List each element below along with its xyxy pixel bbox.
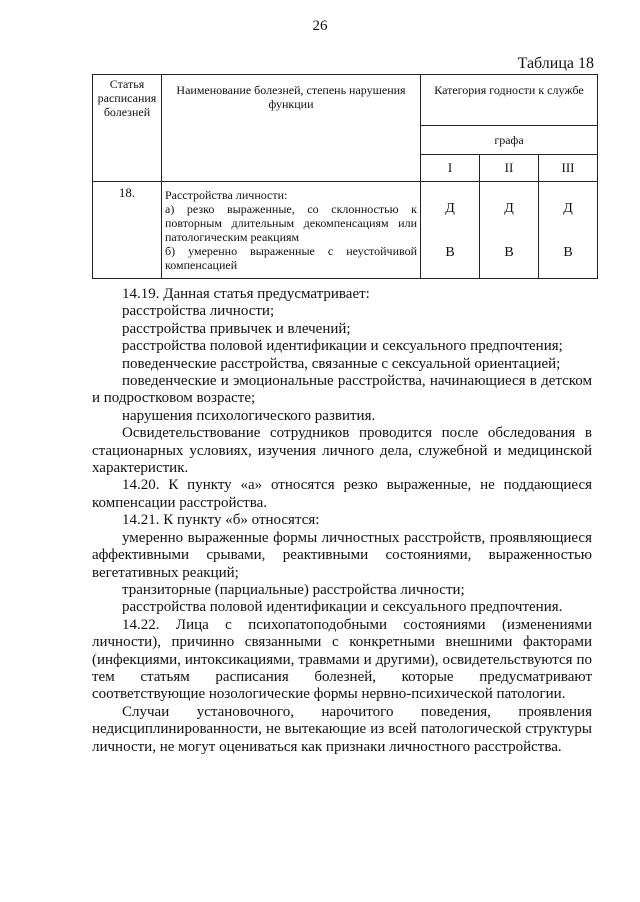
- row-values-column-3: [539, 182, 598, 279]
- value-b-2: В: [504, 245, 514, 260]
- table-row: [93, 182, 598, 279]
- row-description: [162, 182, 421, 279]
- value-b-1: В: [445, 245, 455, 260]
- paragraph: поведенческие расстройства, связанные с сексуальной ориентацией;: [122, 355, 561, 372]
- value-a-1: Д: [445, 201, 455, 216]
- paragraph: умеренно выраженные формы личностных расстройств, проявляющиеся аффективными срывами, реактивными состояниями, выраженностью вегетативных реакций;: [92, 529, 592, 581]
- disease-table: [92, 74, 598, 279]
- paragraph: расстройства привычек и влечений;: [122, 320, 351, 337]
- paragraph: расстройства половой идентификации и сексуального предпочтения.: [122, 599, 563, 616]
- header-article: Статья расписания болезней: [93, 75, 162, 182]
- paragraph: расстройства личности;: [122, 303, 275, 320]
- paragraph: транзиторные (парциальные) расстройства личности;: [122, 581, 465, 598]
- paragraph: 14.20. К пункту «а» относятся резко выраженные, не поддающиеся компенсации расстройства.: [92, 477, 592, 511]
- header-column-1: I: [421, 155, 480, 182]
- value-a-3: Д: [563, 201, 573, 216]
- header-disease-name: Наименование болезней, степень нарушения функции: [162, 75, 421, 182]
- header-column-3: III: [539, 155, 598, 182]
- body-text: [92, 286, 592, 756]
- table-caption: Таблица 18: [517, 55, 594, 72]
- row-values-column-1: [421, 182, 480, 279]
- row-item-b: б) умеренно выраженные с неустойчивой компенсацией: [165, 244, 417, 272]
- paragraph: 14.19. Данная статья предусматривает:: [122, 286, 370, 302]
- paragraph: Случаи установочного, нарочитого поведения, проявления недисциплинированности, не вытекающие из всей патологической структуры личности, не могут оцениваться как признаки личностного расстройства.: [92, 703, 592, 755]
- page-number: 26: [312, 18, 328, 34]
- value-a-2: Д: [504, 201, 514, 216]
- paragraph: расстройства половой идентификации и сексуального предпочтения;: [122, 338, 563, 355]
- paragraph: поведенческие и эмоциональные расстройства, начинающиеся в детском и подростковом возрасте;: [92, 373, 592, 407]
- paragraph: 14.22. Лица с психопатоподобными состояниями (изменениями личности), причинно связанными с конкретными внешними факторами (инфекциями, интоксикациями, травмами и другими), освидетельствуются по тем статьям расписания болезней, которые предусматривают соответствующие нозологические формы нервно-психической патологии.: [92, 616, 592, 703]
- row-article-number: 18.: [93, 182, 162, 279]
- paragraph: 14.21. К пункту «б» относятся:: [122, 512, 320, 529]
- paragraph: Освидетельствование сотрудников проводится после обследования в стационарных условиях, изучения личного дела, служебной и медицинской характеристик.: [92, 425, 592, 477]
- paragraph: нарушения психологического развития.: [122, 407, 376, 424]
- value-b-3: В: [563, 245, 573, 260]
- header-fitness-category: Категория годности к службе: [421, 75, 598, 126]
- row-title: Расстройства личности:: [165, 188, 288, 202]
- header-grafa: графа: [421, 126, 598, 155]
- row-values-column-2: [480, 182, 539, 279]
- header-column-2: II: [480, 155, 539, 182]
- row-item-a: а) резко выраженные, со склонностью к повторным длительным декомпенсациям или патологическим реакциям: [165, 202, 417, 244]
